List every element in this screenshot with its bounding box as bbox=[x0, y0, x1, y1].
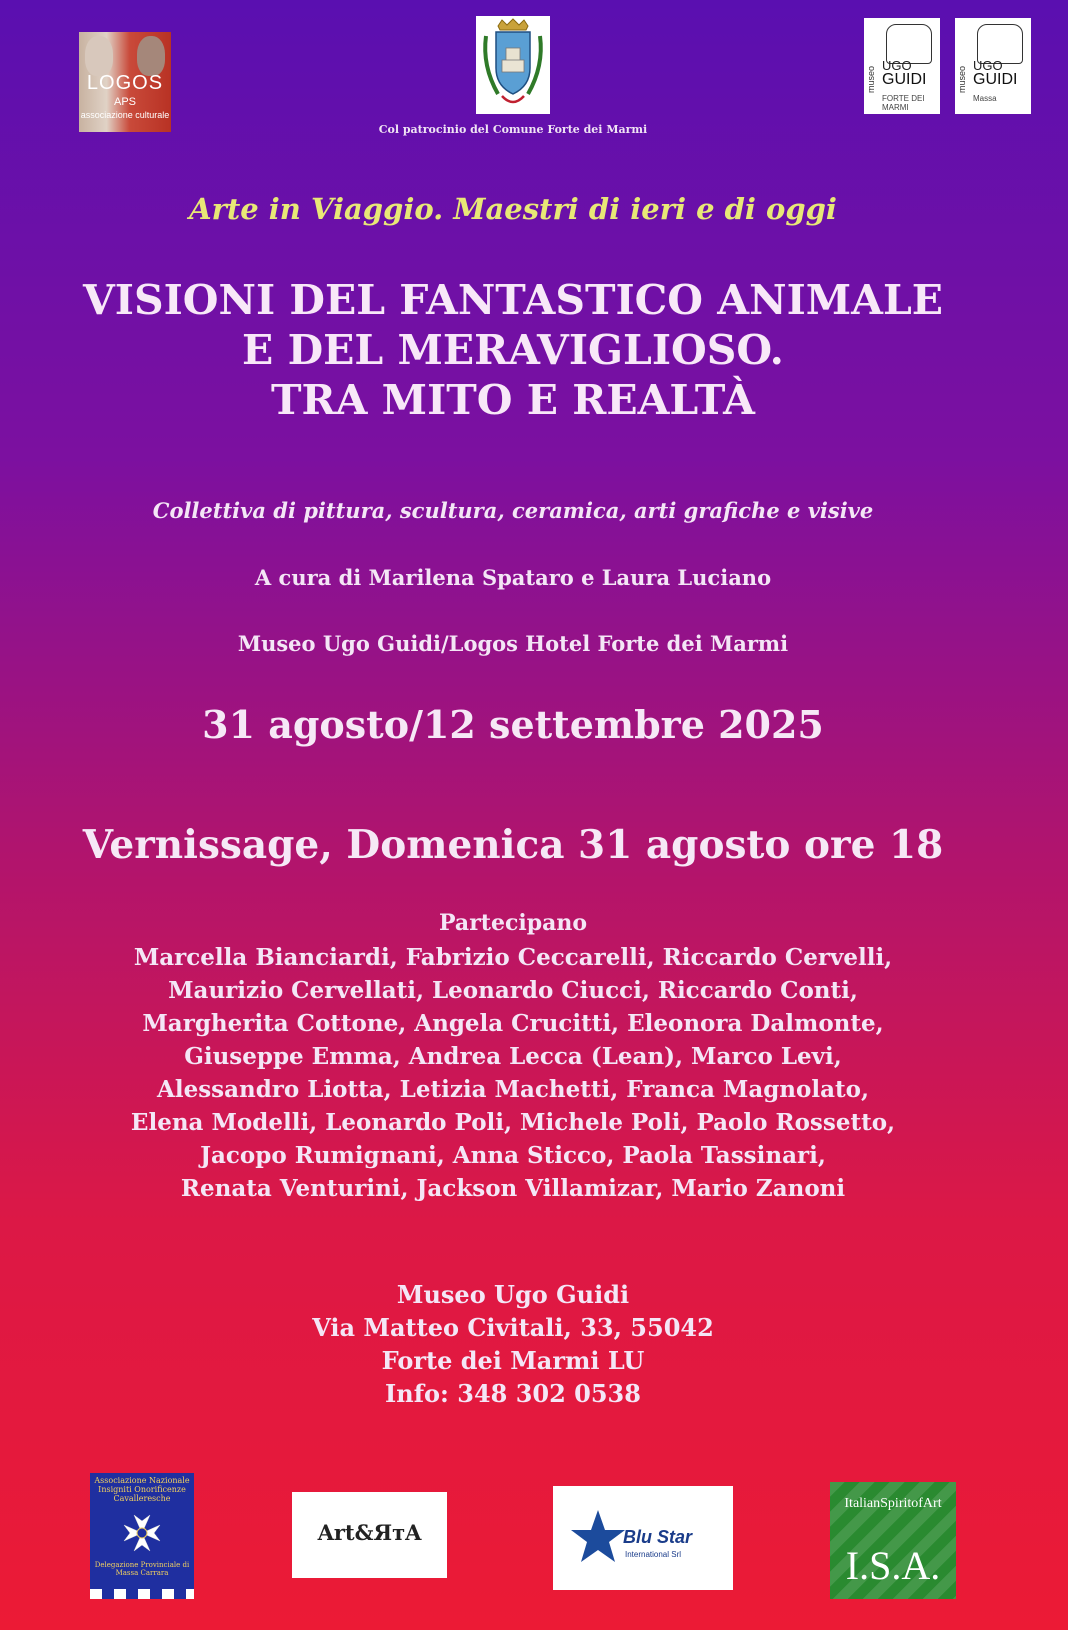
museo-logo-vertical-text: museo bbox=[957, 66, 967, 94]
museo-logo-guidi: GUIDI bbox=[973, 71, 1018, 88]
participants-line: Renata Venturini, Jackson Villamizar, Mario Zanoni bbox=[180, 1175, 846, 1202]
curators: A cura di Marilena Spataro e Laura Luciano bbox=[254, 565, 772, 590]
anioc-stripes bbox=[90, 1589, 194, 1599]
maltese-cross-icon bbox=[122, 1513, 162, 1553]
participants-line: Elena Modelli, Leonardo Poli, Michele Poli, Paolo Rossetto, bbox=[130, 1109, 896, 1136]
anioc-top-text: Associazione Nazionale Insigniti Onorificenze Cavalleresche bbox=[94, 1476, 190, 1503]
museo-logo-vertical-text: museo bbox=[866, 66, 876, 94]
anioc-logo bbox=[90, 1473, 194, 1599]
patronage-note: Col patrocinio del Comune Forte dei Marmi bbox=[378, 123, 648, 136]
museo-logo-ugo: UGO bbox=[882, 58, 912, 73]
exhibition-title bbox=[0, 275, 1026, 425]
participants-list bbox=[0, 941, 1026, 1205]
blu-star-sub: International Srl bbox=[625, 1550, 682, 1559]
artera-logo-text: Art&ЯтA bbox=[317, 1520, 422, 1545]
info-phone: Info: 348 302 0538 bbox=[385, 1379, 641, 1408]
title-line: TRA MITO E REALTÀ bbox=[271, 376, 755, 424]
museo-logo-ugo: UGO bbox=[973, 58, 1003, 73]
venue: Museo Ugo Guidi/Logos Hotel Forte dei Marmi bbox=[237, 631, 789, 656]
crest-icon bbox=[476, 16, 550, 114]
blu-star-name: Blu Star bbox=[623, 1527, 693, 1547]
vernissage: Vernissage, Domenica 31 agosto ore 18 bbox=[82, 822, 944, 868]
exhibition-series: Arte in Viaggio. Maestri di ieri e di oggi bbox=[189, 192, 837, 226]
address-line: Via Matteo Civitali, 33, 55042 bbox=[312, 1313, 714, 1342]
title-line: E DEL MERAVIGLIOSO. bbox=[242, 326, 784, 374]
exhibition-subtitle: Collettiva di pittura, scultura, ceramica, arti grafiche e visive bbox=[152, 498, 874, 523]
museo-ugo-guidi-massa-logo bbox=[955, 18, 1031, 114]
museo-logo-guidi: GUIDI bbox=[882, 71, 927, 88]
participants-line: Giuseppe Emma, Andrea Lecca (Lean), Marco Levi, bbox=[184, 1043, 842, 1070]
participants-heading: Partecipano bbox=[438, 910, 588, 936]
participants-line: Jacopo Rumignani, Anna Sticco, Paola Tassinari, bbox=[200, 1142, 826, 1169]
participants-line: Margherita Cottone, Angela Crucitti, Eleonora Dalmonte, bbox=[142, 1010, 884, 1037]
address-block bbox=[0, 1278, 1026, 1410]
artera-logo bbox=[292, 1492, 447, 1578]
exhibition-dates: 31 agosto/12 settembre 2025 bbox=[202, 702, 824, 747]
logos-logo-sub: APS bbox=[113, 96, 136, 108]
participants-line: Maurizio Cervellati, Leonardo Ciucci, Riccardo Conti, bbox=[168, 977, 858, 1004]
logos-logo-sub2: associazione culturale bbox=[80, 110, 170, 120]
museo-logo-sub: FORTE DEI MARMI bbox=[882, 94, 925, 112]
participants-line: Marcella Bianciardi, Fabrizio Ceccarelli, Riccardo Cervelli, bbox=[133, 944, 893, 971]
title-line: VISIONI DEL FANTASTICO ANIMALE bbox=[82, 276, 944, 324]
isa-big-text: I.S.A. bbox=[845, 1543, 941, 1588]
museo-logo-sub: Massa bbox=[973, 94, 997, 103]
museo-ugo-guidi-logo bbox=[864, 18, 940, 114]
address-line: Museo Ugo Guidi bbox=[396, 1280, 630, 1309]
blu-star-logo bbox=[553, 1486, 733, 1590]
participants-line: Alessandro Liotta, Letizia Machetti, Franca Magnolato, bbox=[156, 1076, 869, 1103]
logos-aps-logo bbox=[79, 32, 171, 132]
statue-head-right bbox=[137, 36, 165, 76]
italian-spirit-of-art-logo bbox=[830, 1482, 956, 1599]
logos-logo-text: LOGOS bbox=[86, 72, 164, 94]
star-icon bbox=[569, 1508, 627, 1566]
statue-head-left bbox=[85, 36, 113, 76]
address-line: Forte dei Marmi LU bbox=[381, 1346, 645, 1375]
isa-top-text: ItalianSpiritofArt bbox=[844, 1496, 942, 1511]
comune-crest-logo bbox=[476, 16, 550, 114]
anioc-bottom-text: Delegazione Provinciale di Massa Carrara bbox=[94, 1561, 190, 1577]
